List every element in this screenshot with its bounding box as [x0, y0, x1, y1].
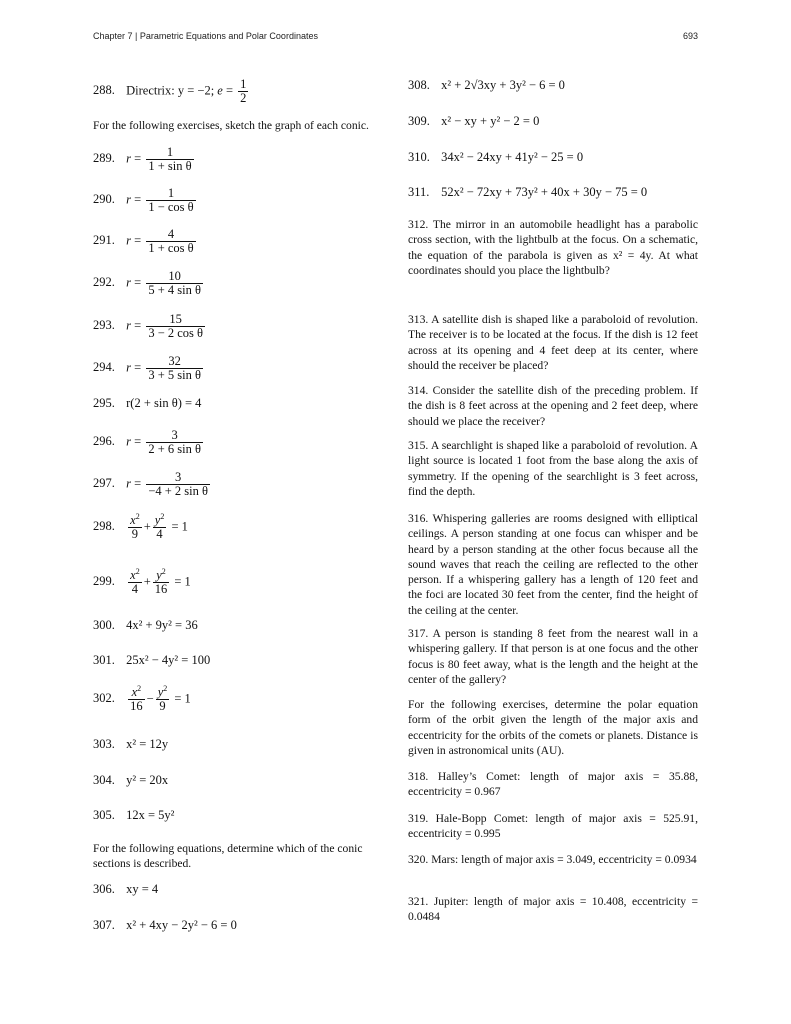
fraction-x: $\frac{x^2}{9}$ [130, 511, 140, 541]
fraction [146, 187, 195, 214]
instructions-orbit: For the following exercises, determine the polar equation form of the orbit given the length of the major axis and eccentricity for the orbits of the comets or planets. Distance is given in astronomical units (AU). [408, 698, 698, 757]
exercise-number: 310. [408, 150, 430, 164]
fraction [146, 146, 193, 173]
exercise-number: 294. [93, 360, 115, 375]
r-symbol: r [126, 233, 131, 248]
exercise-288 [93, 78, 250, 105]
denominator: 9 [159, 699, 166, 713]
exercise-313: 313. A satellite dish is shaped like a paraboloid of revolution. The receiver is to be located at the focus. If the dish is 12 feet across at its opening and 4 feet deep at its center, where should the receiver be placed? [408, 313, 698, 372]
exercise-number: 297. [93, 476, 115, 491]
exercise-number: 308. [408, 78, 430, 92]
exercise-number: 288. [93, 83, 115, 98]
exercise-number: 295. [93, 396, 115, 410]
exercise-311 [408, 185, 647, 200]
chapter-header: Chapter 7 | Parametric Equations and Polar Coordinates [93, 31, 318, 41]
numerator: 4 [146, 228, 195, 242]
instructions-determine: For the following equations, determine which of the conic sections is described. [93, 842, 363, 871]
numerator: 1 [240, 77, 247, 91]
equation: x² − xy + y² − 2 = 0 [441, 114, 540, 128]
numerator: y [157, 685, 164, 699]
exercise-294: 294. r = $\frac{32}{\text{3 + 5 sin θ}}$ [93, 354, 201, 382]
exercise-number: 306. [93, 882, 115, 896]
r-symbol: r [126, 360, 131, 375]
exercise-301 [93, 653, 210, 668]
exercise-number: 296. [93, 434, 115, 449]
denominator: 3 + 5 sin θ [148, 368, 201, 382]
fraction [146, 313, 205, 340]
fraction-x: $\frac{x^2}{16}$ [130, 683, 143, 713]
fraction-y: $\frac{y^2}{16}$ [154, 566, 168, 596]
r-symbol: r [126, 318, 131, 333]
fraction [238, 78, 248, 105]
exercise-number: 292. [93, 275, 115, 290]
exercise-number: 303. [93, 737, 115, 751]
exercise-300 [93, 618, 198, 633]
exercise-number: 307. [93, 918, 115, 932]
exercise-315: 315. A searchlight is shaped like a paraboloid of revolution. A light source is located 1 foot from the base along the axis of symmetry. If the opening of the searchlight is 3 feet across, find the depth. [408, 439, 698, 498]
numerator: x [130, 513, 136, 527]
exercise-295 [93, 396, 201, 411]
fraction [146, 355, 203, 382]
numerator: x [131, 685, 138, 699]
exercise-number: 298. [93, 519, 115, 534]
denominator: 2 + 6 sin θ [148, 442, 201, 456]
equation: 52x² − 72xy + 73y² + 40x + 30y − 75 = 0 [441, 185, 648, 199]
exercise-314: 314. Consider the satellite dish of the preceding problem. If the dish is 8 feet across at the opening and 2 feet deep, where should we place the receiver? [408, 384, 698, 428]
exercise-number: 309. [408, 114, 430, 128]
r-symbol: r [126, 476, 131, 491]
denominator: 3 − 2 cos θ [148, 326, 204, 340]
equation: xy = 4 [126, 882, 159, 896]
exercise-number: 299. [93, 574, 115, 589]
equation: x² + 2√3xy + 3y² − 6 = 0 [441, 78, 565, 92]
exercise-321: 321. Jupiter: length of major axis = 10.408, eccentricity = 0.0484 [408, 895, 698, 924]
denominator: 1 − cos θ [148, 200, 194, 214]
exercise-number: 305. [93, 808, 115, 822]
denominator: 1 + sin θ [148, 159, 192, 173]
exercise-number: 291. [93, 233, 115, 248]
denominator: 16 [130, 699, 143, 713]
equals-sign: = [222, 83, 237, 98]
exercise-number: 311. [408, 185, 430, 199]
fraction-x: $\frac{x^2}{4}$ [130, 566, 140, 596]
fraction [146, 270, 203, 297]
numerator: y [156, 568, 162, 582]
exercise-317: 317. A person is standing 8 feet from the nearest wall in a whispering gallery. If that person is at one focus and the other focus is 80 feet away, what is the length and the height at the center of the gallery? [408, 627, 698, 686]
denominator: 5 + 4 sin θ [148, 283, 201, 297]
equation: r(2 + sin θ) = 4 [126, 396, 202, 410]
numerator: 10 [146, 270, 203, 284]
fraction-y: $\frac{y^2}{9}$ [157, 683, 168, 713]
directrix-label: Directrix: [126, 83, 178, 98]
exercise-304 [93, 773, 168, 788]
equation-rhs: = 1 [174, 574, 191, 589]
denominator: −4 + 2 sin θ [148, 484, 208, 498]
numerator: 1 [146, 187, 195, 201]
denominator: 16 [154, 582, 168, 596]
numerator: 15 [146, 313, 205, 327]
r-symbol: r [126, 151, 131, 166]
exercise-299: 299. $\frac{x^2}{4}$ + $\frac{y^2}{16}$ = 1 [93, 566, 191, 596]
denominator: 1 + cos θ [148, 241, 194, 255]
exercise-319: 319. Hale-Bopp Comet: length of major axis = 525.91, eccentricity = 0.995 [408, 812, 698, 841]
exercise-293: 293. r = $\frac{15}{\text{3 − 2 cos θ}}$ [93, 312, 204, 340]
equation: 34x² − 24xy + 41y² − 25 = 0 [441, 150, 584, 164]
denominator: 2 [240, 91, 247, 105]
equation-rhs: = 1 [174, 691, 191, 706]
exercise-number: 289. [93, 151, 115, 166]
fraction [146, 429, 203, 456]
r-symbol: r [126, 434, 131, 449]
exercise-316: 316. Whispering galleries are rooms designed with elliptical ceilings. A person standing at one focus can whisper and be heard by a person standing at the other focus because all the sound waves that reach the ceiling are reflected to the other person. If a whispering gallery has a length of 120 feet and the foci are located 30 feet from the center, find the height of the ceiling at the center. [408, 512, 698, 617]
numerator: y [154, 513, 161, 527]
exercise-291: 291. r = $\frac{4}{\text{1 + cos θ}}$ [93, 227, 194, 255]
exercise-307 [93, 918, 237, 933]
denominator: 4 [156, 527, 163, 541]
equation: 12x = 5y² [126, 808, 175, 822]
exercise-number: 301. [93, 653, 115, 667]
exercise-296: 296. r = $\frac{3}{\text{2 + 6 sin θ}}$ [93, 428, 201, 456]
fraction [146, 228, 195, 255]
exercise-320: 320. Mars: length of major axis = 3.049, eccentricity = 0.0934 [408, 853, 697, 866]
exercise-number: 290. [93, 192, 115, 207]
r-symbol: r [126, 275, 131, 290]
denominator: 4 [131, 582, 139, 596]
exercise-number: 300. [93, 618, 115, 632]
equation-rhs: = 1 [171, 519, 188, 534]
equation: x² + 4xy − 2y² − 6 = 0 [126, 918, 237, 932]
r-symbol: r [126, 192, 131, 207]
exercise-289: 289. r = $\frac{1}{\text{1 + sin θ}}$ [93, 145, 192, 173]
numerator: x [130, 568, 136, 582]
fraction [146, 471, 210, 498]
exercise-number: 302. [93, 691, 115, 706]
denominator: 9 [131, 527, 139, 541]
numerator: 3 [146, 429, 203, 443]
exercise-298: 298. $\frac{x^2}{9}$ + $\frac{y^2}{4}$ = 1 [93, 511, 188, 541]
fraction-y: $\frac{y^2}{4}$ [154, 511, 165, 541]
exercise-308 [408, 78, 565, 93]
equation: 4x² + 9y² = 36 [126, 618, 198, 632]
equation: 25x² − 4y² = 100 [126, 653, 211, 667]
page-number: 693 [682, 31, 698, 41]
numerator: 1 [146, 146, 193, 160]
instructions-sketch: For the following exercises, sketch the graph of each conic. [93, 119, 369, 132]
exercise-292: 292. r = $\frac{10}{\text{5 + 4 sin θ}}$ [93, 269, 201, 297]
exercise-318: 318. Halley’s Comet: length of major axis = 35.88, eccentricity = 0.967 [408, 770, 698, 799]
exercise-306 [93, 882, 158, 897]
exercise-302: 302. $\frac{x^2}{16}$ − $\frac{y^2}{9}$ = 1 [93, 683, 191, 713]
exercise-number: 304. [93, 773, 115, 787]
exercise-290: 290. r = $\frac{1}{\text{1 − cos θ}}$ [93, 186, 194, 214]
directrix-equation: y = −2; [177, 83, 218, 98]
equation: x² = 12y [126, 737, 169, 751]
exercise-310 [408, 150, 583, 165]
exercise-309 [408, 114, 539, 129]
exercise-number: 293. [93, 318, 115, 333]
exercise-305 [93, 808, 174, 823]
numerator: 3 [146, 471, 210, 485]
numerator: 32 [146, 355, 203, 369]
equation: y² = 20x [126, 773, 169, 787]
exercise-297: 297. r = $\frac{3}{\text{−4 + 2 sin θ}}$ [93, 470, 208, 498]
exercise-303 [93, 737, 168, 752]
eccentricity-symbol: e [217, 83, 223, 98]
exercise-312: 312. The mirror in an automobile headlight has a parabolic cross section, with the lightbulb at the focus. On a schematic, the equation of the parabola is given as x² = 4y. At what coordinates should you place the lightbulb? [408, 218, 698, 277]
